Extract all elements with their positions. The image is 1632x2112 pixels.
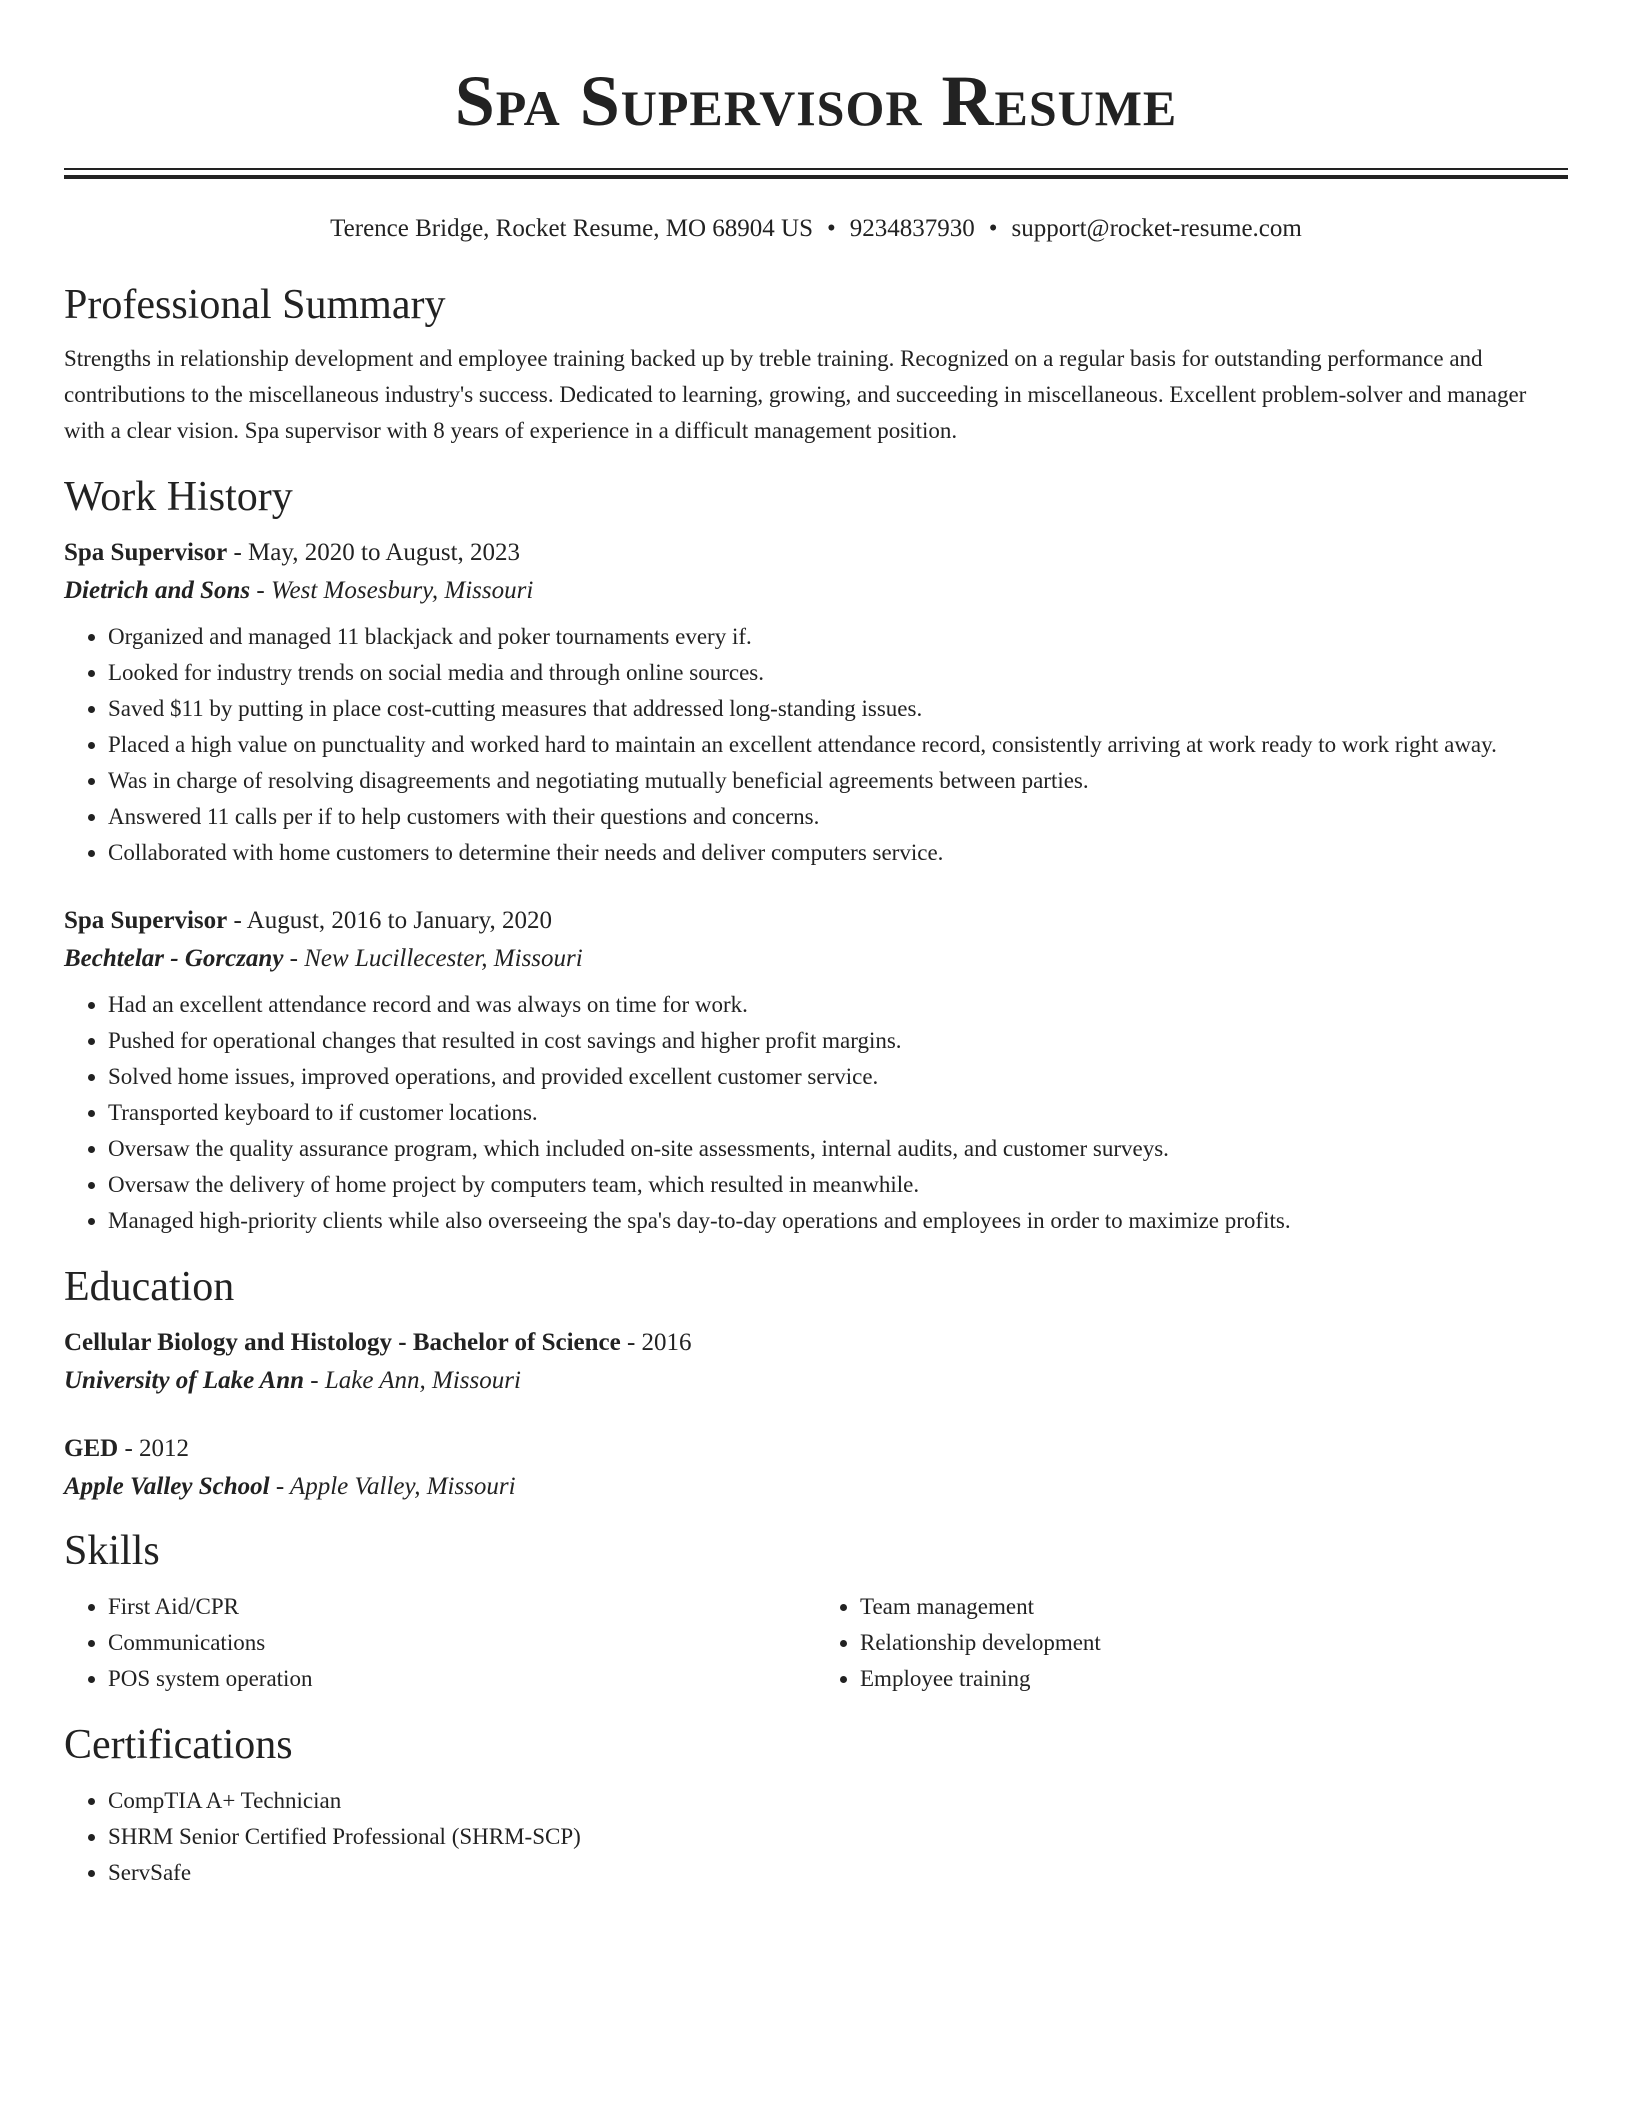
- skills-section: [64, 1525, 1568, 1697]
- job-duty: • Organized and managed 11 blackjack and poker tournaments every if.: [108, 619, 1568, 655]
- education-section: [64, 1261, 1568, 1507]
- skills-column-left: [64, 1577, 816, 1697]
- contact-address: Terence Bridge, Rocket Resume, MO 68904 US: [330, 215, 814, 242]
- certifications-heading: Certifications: [64, 1722, 293, 1768]
- job-dates: - May, 2020 to August, 2023: [227, 539, 521, 566]
- job-duty: • Was in charge of resolving disagreements and negotiating mutually beneficial agreements between parties.: [108, 763, 1568, 799]
- skill-item: • POS system operation: [108, 1661, 816, 1697]
- job-duty: • Saved $11 by putting in place cost-cutting measures that addressed long-standing issues.: [108, 691, 1568, 727]
- contact-separator: •: [827, 215, 836, 242]
- skill-item: • Communications: [108, 1625, 816, 1661]
- job-duties-list: [64, 987, 1568, 1239]
- contact-line: [64, 213, 1568, 245]
- skills-columns: [64, 1577, 1568, 1697]
- job-company: Bechtelar - Gorczany: [64, 945, 284, 972]
- degree-name: GED: [64, 1435, 119, 1462]
- job-duty: • Had an excellent attendance record and was always on time for work.: [108, 987, 1568, 1023]
- skills-list: [64, 1589, 816, 1697]
- school-name: University of Lake Ann: [64, 1367, 305, 1394]
- school-line: [64, 1361, 1568, 1401]
- skill-item: • Team management: [860, 1589, 1568, 1625]
- resume-title: Spa Supervisor Resume: [454, 61, 1178, 141]
- job-duty: • Solved home issues, improved operations, and provided excellent customer service.: [108, 1059, 1568, 1095]
- contact-email: support@rocket-resume.com: [1011, 215, 1302, 242]
- job-duty: • Oversaw the delivery of home project by computers team, which resulted in meanwhile.: [108, 1167, 1568, 1203]
- degree-line: [64, 1325, 1568, 1361]
- job-duties-list: [64, 619, 1568, 871]
- job-duty: • Managed high-priority clients while also overseeing the spa's day-to-day operations and employees in order to maximize profits.: [108, 1203, 1568, 1239]
- job-company-line: [64, 571, 1568, 611]
- job-entry: [64, 903, 1568, 1239]
- job-duty: • Oversaw the quality assurance program, which included on-site assessments, internal audits, and customer surveys.: [108, 1131, 1568, 1167]
- job-title-line: [64, 535, 1568, 571]
- job-duty: • Transported keyboard to if customer locations.: [108, 1095, 1568, 1131]
- degree-name: Cellular Biology and Histology - Bachelor of Science: [64, 1329, 621, 1356]
- work-history-section: [64, 471, 1568, 1239]
- summary-section: [64, 279, 1568, 449]
- skill-item: • Employee training: [860, 1661, 1568, 1697]
- contact-separator: •: [988, 215, 998, 242]
- job-duty: • Collaborated with home customers to determine their needs and deliver computers service.: [108, 835, 1568, 871]
- degree-line: [64, 1431, 1568, 1467]
- education-heading: Education: [64, 1264, 235, 1310]
- job-company-line: [64, 939, 1568, 979]
- certifications-list: [64, 1783, 1568, 1891]
- job-duty: • Looked for industry trends on social media and through online sources.: [108, 655, 1568, 691]
- skills-heading: Skills: [64, 1528, 160, 1574]
- job-title-line: [64, 903, 1568, 939]
- job-location: - West Mosesbury, Missouri: [250, 577, 534, 604]
- certification-item: • SHRM Senior Certified Professional (SHRM-SCP): [108, 1819, 1568, 1855]
- summary-heading: Professional Summary: [64, 282, 446, 328]
- education-entry: [64, 1431, 1568, 1507]
- job-title: Spa Supervisor: [64, 907, 228, 934]
- job-duty: • Answered 11 calls per if to help customers with their questions and concerns.: [108, 799, 1568, 835]
- degree-year: - 2016: [620, 1329, 692, 1356]
- skills-column-right: [816, 1577, 1568, 1697]
- job-duty: • Pushed for operational changes that resulted in cost savings and higher profit margins.: [108, 1023, 1568, 1059]
- title-divider-thick: [64, 175, 1568, 179]
- certification-item: • CompTIA A+ Technician: [108, 1783, 1568, 1819]
- certifications-section: [64, 1719, 1568, 1891]
- education-entry: [64, 1325, 1568, 1401]
- work-history-heading: Work History: [64, 474, 293, 520]
- skill-item: • Relationship development: [860, 1625, 1568, 1661]
- degree-year: - 2012: [118, 1435, 190, 1462]
- job-title: Spa Supervisor: [64, 539, 228, 566]
- skills-list: [816, 1589, 1568, 1697]
- job-location: - New Lucillecester, Missouri: [283, 945, 583, 972]
- job-dates: - August, 2016 to January, 2020: [227, 907, 552, 934]
- school-location: - Lake Ann, Missouri: [304, 1367, 521, 1394]
- job-duty: • Placed a high value on punctuality and worked hard to maintain an excellent attendance record, consistently arriving at work ready to work right away.: [108, 727, 1568, 763]
- school-name: Apple Valley School: [64, 1473, 270, 1500]
- job-company: Dietrich and Sons: [64, 577, 251, 604]
- skill-item: • First Aid/CPR: [108, 1589, 816, 1625]
- title-divider-thin: [64, 168, 1568, 170]
- contact-phone: 9234837930: [849, 215, 975, 242]
- job-entry: [64, 535, 1568, 871]
- summary-text: Strengths in relationship development and employee training backed up by treble training. Recognized on a regular basis for outstanding performance and contributions to the miscellaneous industry's success. Dedicated to learning, growing, and succeeding in miscellaneous. Excellent problem-solver and manager with a clear vision. Spa supervisor with 8 years of experience in a difficult management position.: [64, 346, 1527, 443]
- school-location: - Apple Valley, Missouri: [269, 1473, 516, 1500]
- school-line: [64, 1467, 1568, 1507]
- certification-item: • ServSafe: [108, 1855, 1568, 1891]
